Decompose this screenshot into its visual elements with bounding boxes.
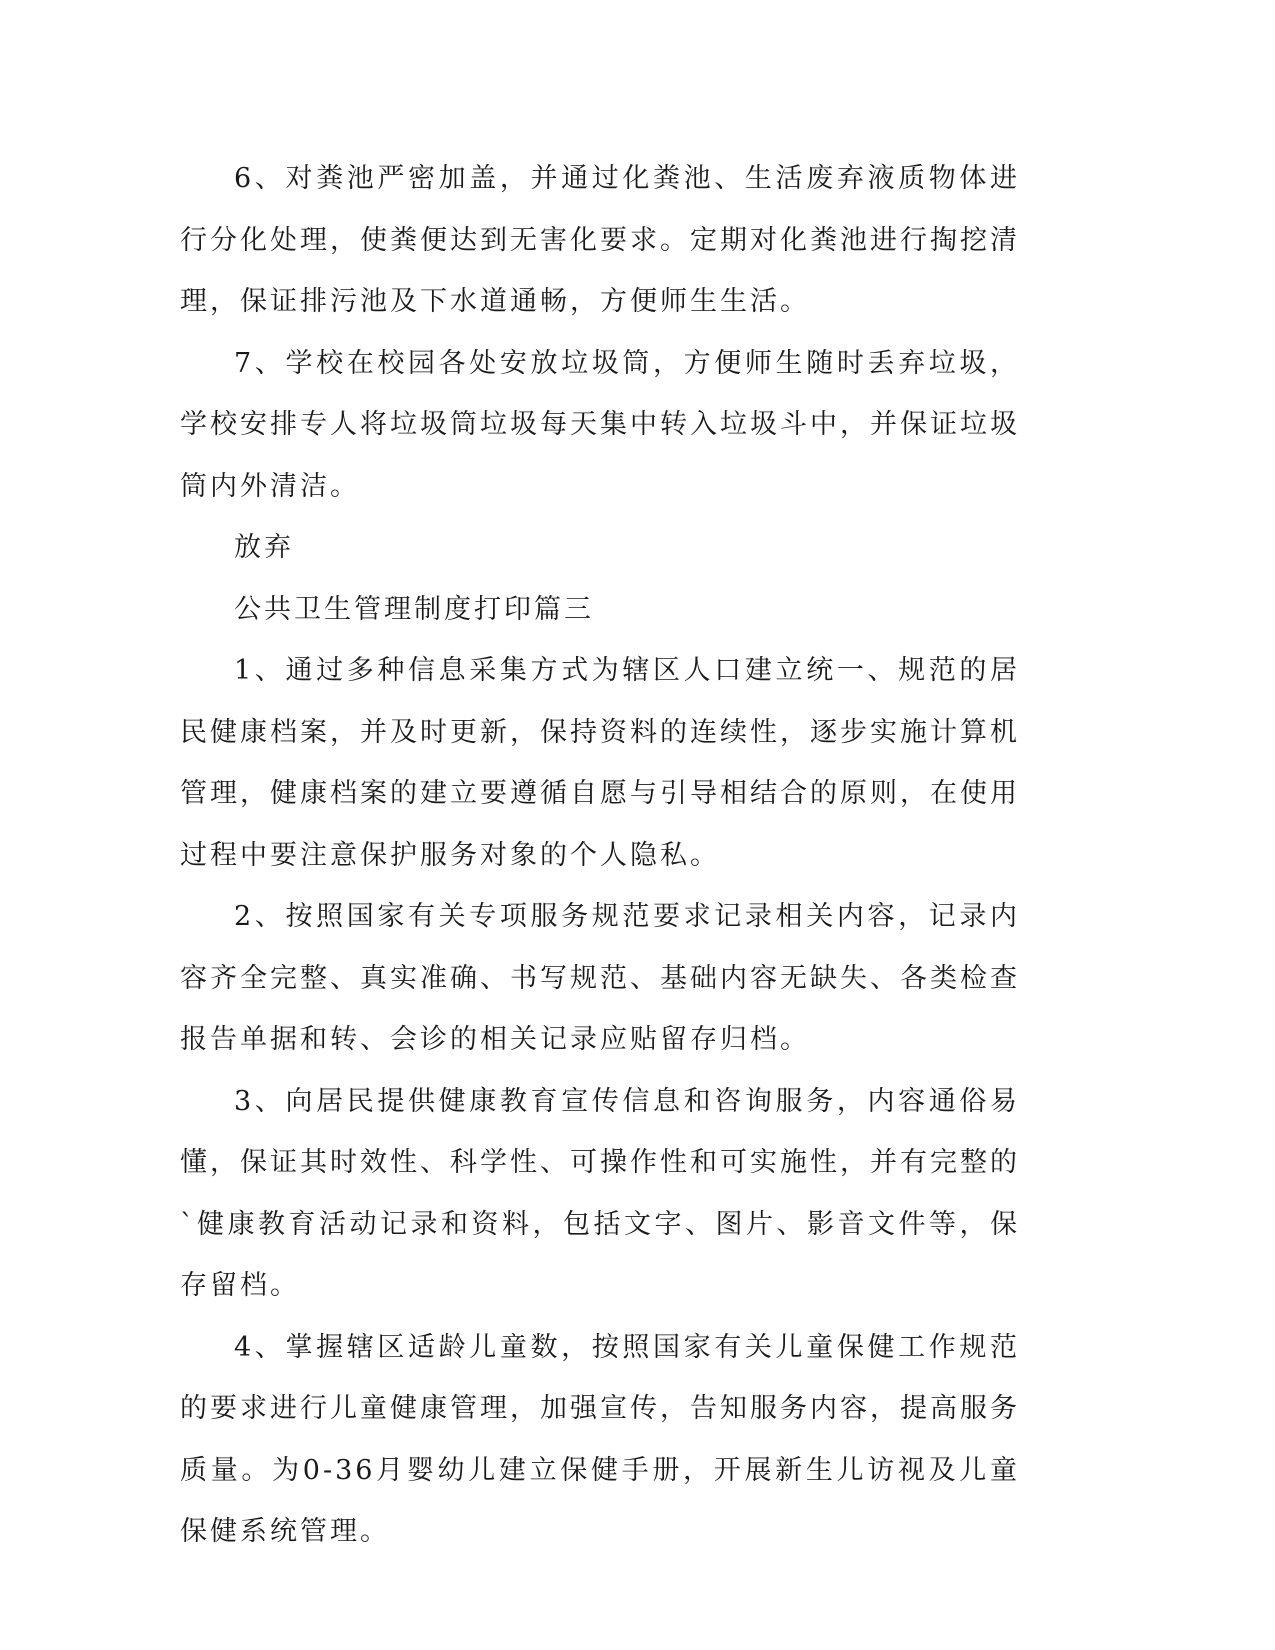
paragraph-item-2: 2、按照国家有关专项服务规范要求记录相关内容，记录内容齐全完整、真实准确、书写规范、基础内容无缺失、各类检查报告单据和转、会诊的相关记录应贴留存归档。 bbox=[180, 901, 1020, 1055]
paragraph-item-6: 6、对粪池严密加盖，并通过化粪池、生活废弃液质物体进行分化处理，使粪便达到无害化要求。定期对化粪池进行掏挖清理，保证排污池及下水道通畅，方便师生生活。 bbox=[180, 163, 1020, 317]
document-body bbox=[180, 148, 1020, 1563]
paragraph-item-3: 3、向居民提供健康教育宣传信息和咨询服务，内容通俗易懂，保证其时效性、科学性、可操作性和可实施性，并有完整的`健康教育活动记录和资料，包括文字、图片、影音文件等，保存留档。 bbox=[180, 1085, 1020, 1301]
paragraph-item-1: 1、通过多种信息采集方式为辖区人口建立统一、规范的居民健康档案，并及时更新，保持资料的连续性，逐步实施计算机管理，健康档案的建立要遵循自愿与引导相结合的原则，在使用过程中要注意保护服务对象的个人隐私。 bbox=[180, 655, 1020, 871]
section-heading: 公共卫生管理制度打印篇三 bbox=[234, 593, 594, 625]
paragraph-item-7: 7、学校在校园各处安放垃圾筒，方便师生随时丢弃垃圾，学校安排专人将垃圾筒垃圾每天集中转入垃圾斗中，并保证垃圾筒内外清洁。 bbox=[180, 347, 1020, 502]
paragraph-abandon: 放弃 bbox=[234, 532, 294, 563]
paragraph-item-4: 4、掌握辖区适龄儿童数，按照国家有关儿童保健工作规范的要求进行儿童健康管理，加强宣传，告知服务内容，提高服务质量。为0-36月婴幼儿建立保健手册，开展新生儿访视及儿童保健系统管理。 bbox=[180, 1331, 1020, 1547]
